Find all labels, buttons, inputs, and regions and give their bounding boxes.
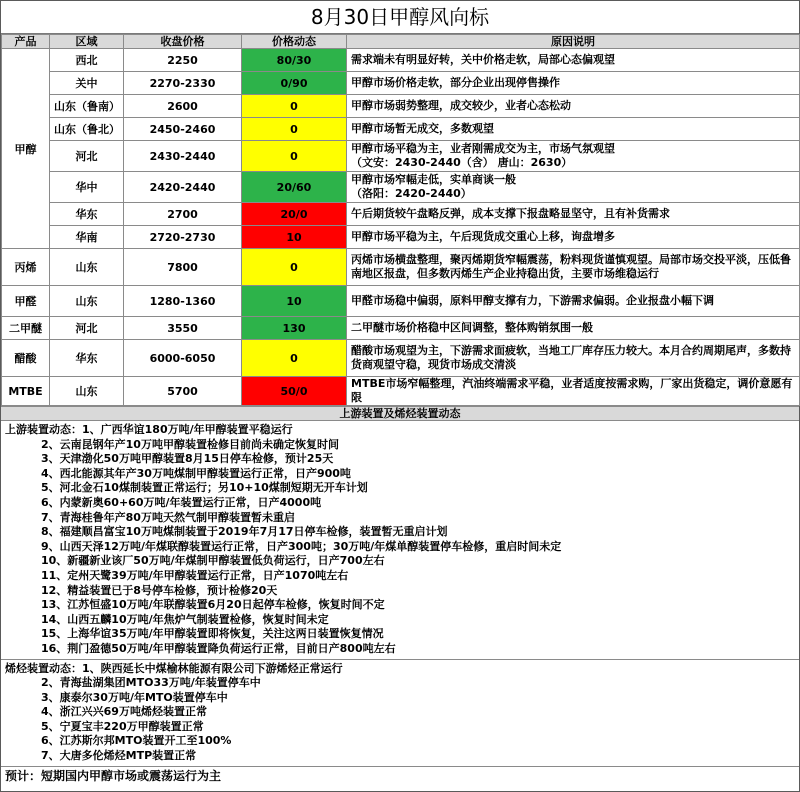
price-cell: 2600 <box>124 95 242 118</box>
table-row <box>2 49 800 72</box>
reason-cell <box>347 226 800 249</box>
list-item: 16、荆门盈德50万吨/年甲醇装置降负荷运行正常，目前日产800吨左右 <box>41 641 396 655</box>
list-item: 4、浙江兴兴69万吨烯烃装置正常 <box>41 705 207 719</box>
list-item: 2、云南昆钢年产10万吨甲醇装置检修目前尚未确定恢复时间 <box>41 437 339 451</box>
price-cell: 7800 <box>124 249 242 286</box>
product-cell: 丙烯 <box>2 249 50 286</box>
reason-detail: （洛阳：2420-2440） <box>351 187 472 200</box>
list-item: 2、青海盐湖集团MTO33万吨/年装置停车中 <box>41 676 261 690</box>
list-item: 6、江苏斯尔邦MTO装置开工至100% <box>41 734 232 748</box>
reason-cell <box>347 340 800 377</box>
price-cell: 3550 <box>124 317 242 340</box>
table-header <box>2 35 800 49</box>
change-cell: 0 <box>242 118 347 141</box>
price-cell: 2430-2440 <box>124 141 242 172</box>
reason-text: 甲醇市场平稳为主，业者刚需成交为主，市场气氛观望 <box>351 142 615 155</box>
table-row <box>2 172 800 203</box>
reason-text: 午后期货较午盘略反弹，成本支撑下报盘略显坚守，且有补货需求 <box>351 207 670 220</box>
change-cell: 0 <box>242 340 347 377</box>
product-cell: 二甲醚 <box>2 317 50 340</box>
reason-cell <box>347 118 800 141</box>
list-item: 9、山西天泽12万吨/年煤联醇装置运行正常，日产300吨；30万吨/年煤单醇装置停车检修，重启时间未定 <box>41 539 562 553</box>
region-cell: 西北 <box>50 49 124 72</box>
reason-cell <box>347 249 800 286</box>
table-row <box>2 340 800 377</box>
region-cell: 华东 <box>50 340 124 377</box>
reason-cell <box>347 49 800 72</box>
list-item: 6、内蒙新奥60+60万吨/年装置运行正常，日产4000吨 <box>41 495 322 509</box>
change-cell: 10 <box>242 286 347 317</box>
reason-text: 需求端未有明显好转，关中价格走软，局部心态偏观望 <box>351 53 615 66</box>
upstream-list <box>1 421 799 660</box>
region-cell: 山东（鲁北） <box>50 118 124 141</box>
reason-text: 甲醇市场暂无成交，多数观望 <box>351 122 494 135</box>
table-row <box>2 203 800 226</box>
table-row <box>2 249 800 286</box>
change-cell: 80/30 <box>242 49 347 72</box>
reason-text: 丙烯市场横盘整理，聚丙烯期货窄幅震荡，粉料现货谨慎观望。局部市场交投平淡，压低鲁南地区报盘，但多数丙烯生产企业持稳出货，主要市场维稳运行 <box>351 253 791 280</box>
region-cell: 山东 <box>50 286 124 317</box>
table-row <box>2 72 800 95</box>
product-cell: 醋酸 <box>2 340 50 377</box>
change-cell: 20/60 <box>242 172 347 203</box>
header-region: 区域 <box>50 35 124 49</box>
list-item: 4、西北能源其年产30万吨煤制甲醇装置运行正常，日产900吨 <box>41 466 351 480</box>
table-row <box>2 286 800 317</box>
header-product: 产品 <box>2 35 50 49</box>
change-cell: 50/0 <box>242 377 347 406</box>
price-cell: 2270-2330 <box>124 72 242 95</box>
region-cell: 河北 <box>50 317 124 340</box>
reason-cell <box>347 286 800 317</box>
price-cell: 6000-6050 <box>124 340 242 377</box>
price-cell: 2450-2460 <box>124 118 242 141</box>
list-item: 13、江苏恒盛10万吨/年联醇装置6月20日起停车检修，恢复时间不定 <box>41 598 385 612</box>
reason-text: 甲醛市场稳中偏弱，原料甲醇支撑有力，下游需求偏弱。企业报盘小幅下调 <box>351 294 714 307</box>
change-cell: 10 <box>242 226 347 249</box>
list-item: 7、青海桂鲁年产80万吨天然气制甲醇装置暂未重启 <box>41 510 295 524</box>
product-cell: MTBE <box>2 377 50 406</box>
region-cell: 华南 <box>50 226 124 249</box>
reason-text: 二甲醚市场价格稳中区间调整，整体购销氛围一般 <box>351 321 593 334</box>
region-cell: 山东 <box>50 249 124 286</box>
reason-cell <box>347 203 800 226</box>
product-cell: 甲醛 <box>2 286 50 317</box>
region-cell: 关中 <box>50 72 124 95</box>
table-row <box>2 226 800 249</box>
reason-text: 甲醇市场平稳为主，午后现货成交重心上移，询盘增多 <box>351 230 615 243</box>
list-item: 15、上海华谊35万吨/年甲醇装置即将恢复，关注这两日装置恢复情况 <box>41 627 384 641</box>
page-title: 8月30日甲醇风向标 <box>1 1 799 34</box>
reason-text: 甲醇市场弱势整理，成交较少，业者心态松动 <box>351 99 571 112</box>
reason-cell <box>347 317 800 340</box>
reason-text: 甲醇市场窄幅走低，实单商谈一般 <box>351 173 516 186</box>
table-row <box>2 141 800 172</box>
list-item: 烯烃装置动态：1、陕西延长中煤榆林能源有限公司下游烯烃正常运行 <box>5 661 343 675</box>
table-body <box>2 49 800 406</box>
reason-cell <box>347 72 800 95</box>
list-item: 3、天津渤化50万吨甲醇装置8月15日停车检修，预计25天 <box>41 452 334 466</box>
price-cell: 2420-2440 <box>124 172 242 203</box>
list-item: 5、河北金石10煤制装置正常运行；另10+10煤制短期无开车计划 <box>41 481 368 495</box>
header-reason: 原因说明 <box>347 35 800 49</box>
product-cell: 甲醇 <box>2 49 50 249</box>
list-item: 3、康泰尔30万吨/年MTO装置停车中 <box>41 690 228 704</box>
reason-cell <box>347 172 800 203</box>
price-cell: 1280-1360 <box>124 286 242 317</box>
price-table <box>1 34 800 406</box>
reason-text: 甲醇市场价格走软，部分企业出现停售操作 <box>351 76 560 89</box>
change-cell: 20/0 <box>242 203 347 226</box>
region-cell: 山东 <box>50 377 124 406</box>
reason-cell <box>347 141 800 172</box>
price-cell: 2250 <box>124 49 242 72</box>
change-cell: 130 <box>242 317 347 340</box>
list-item: 12、精益装置已于8号停车检修，预计检修20天 <box>41 583 278 597</box>
change-cell: 0 <box>242 249 347 286</box>
change-cell: 0/90 <box>242 72 347 95</box>
table-row <box>2 95 800 118</box>
table-row <box>2 377 800 406</box>
price-cell: 2720-2730 <box>124 226 242 249</box>
change-cell: 0 <box>242 141 347 172</box>
table-row <box>2 118 800 141</box>
reason-detail: （文安：2430-2440（含） 唐山：2630） <box>351 156 573 169</box>
reason-text: 醋酸市场观望为主，下游需求面疲软，当地工厂库存压力较大。本月合约周期尾声，多数持货商观望守稳，现货市场成交清淡 <box>351 344 791 371</box>
header-price: 收盘价格 <box>124 35 242 49</box>
list-item: 10、新疆新业该厂50万吨/年煤制甲醇装置低负荷运行，日产700左右 <box>41 554 385 568</box>
list-item: 11、定州天鹭39万吨/年甲醇装置运行正常，日产1070吨左右 <box>41 568 349 582</box>
region-cell: 华中 <box>50 172 124 203</box>
list-item: 上游装置动态：1、广西华谊180万吨/年甲醇装置平稳运行 <box>5 423 293 436</box>
change-cell: 0 <box>242 95 347 118</box>
list-item: 8、福建顺昌富宝10万吨煤制装置于2019年7月17日停车检修，装置暂无重启计划 <box>41 525 448 539</box>
price-cell: 2700 <box>124 203 242 226</box>
header-change: 价格动态 <box>242 35 347 49</box>
reason-text: MTBE市场窄幅整理，汽油终端需求平稳，业者适度按需求购，厂家出货稳定，调价意愿有限 <box>351 377 793 404</box>
list-item: 5、宁夏宝丰220万甲醇装置正常 <box>41 719 204 733</box>
table-row <box>2 317 800 340</box>
price-cell: 5700 <box>124 377 242 406</box>
region-cell: 山东（鲁南） <box>50 95 124 118</box>
section-title: 上游装置及烯烃装置动态 <box>1 406 799 421</box>
forecast: 预计：短期国内甲醇市场或震荡运行为主 <box>5 768 222 783</box>
list-item: 7、大唐多伦烯烃MTP装置正常 <box>41 749 197 763</box>
region-cell: 河北 <box>50 141 124 172</box>
reason-cell <box>347 95 800 118</box>
list-item: 14、山西五麟10万吨/年焦炉气制装置检修，恢复时间未定 <box>41 612 329 626</box>
region-cell: 华东 <box>50 203 124 226</box>
olefin-list <box>1 660 799 767</box>
reason-cell <box>347 377 800 406</box>
